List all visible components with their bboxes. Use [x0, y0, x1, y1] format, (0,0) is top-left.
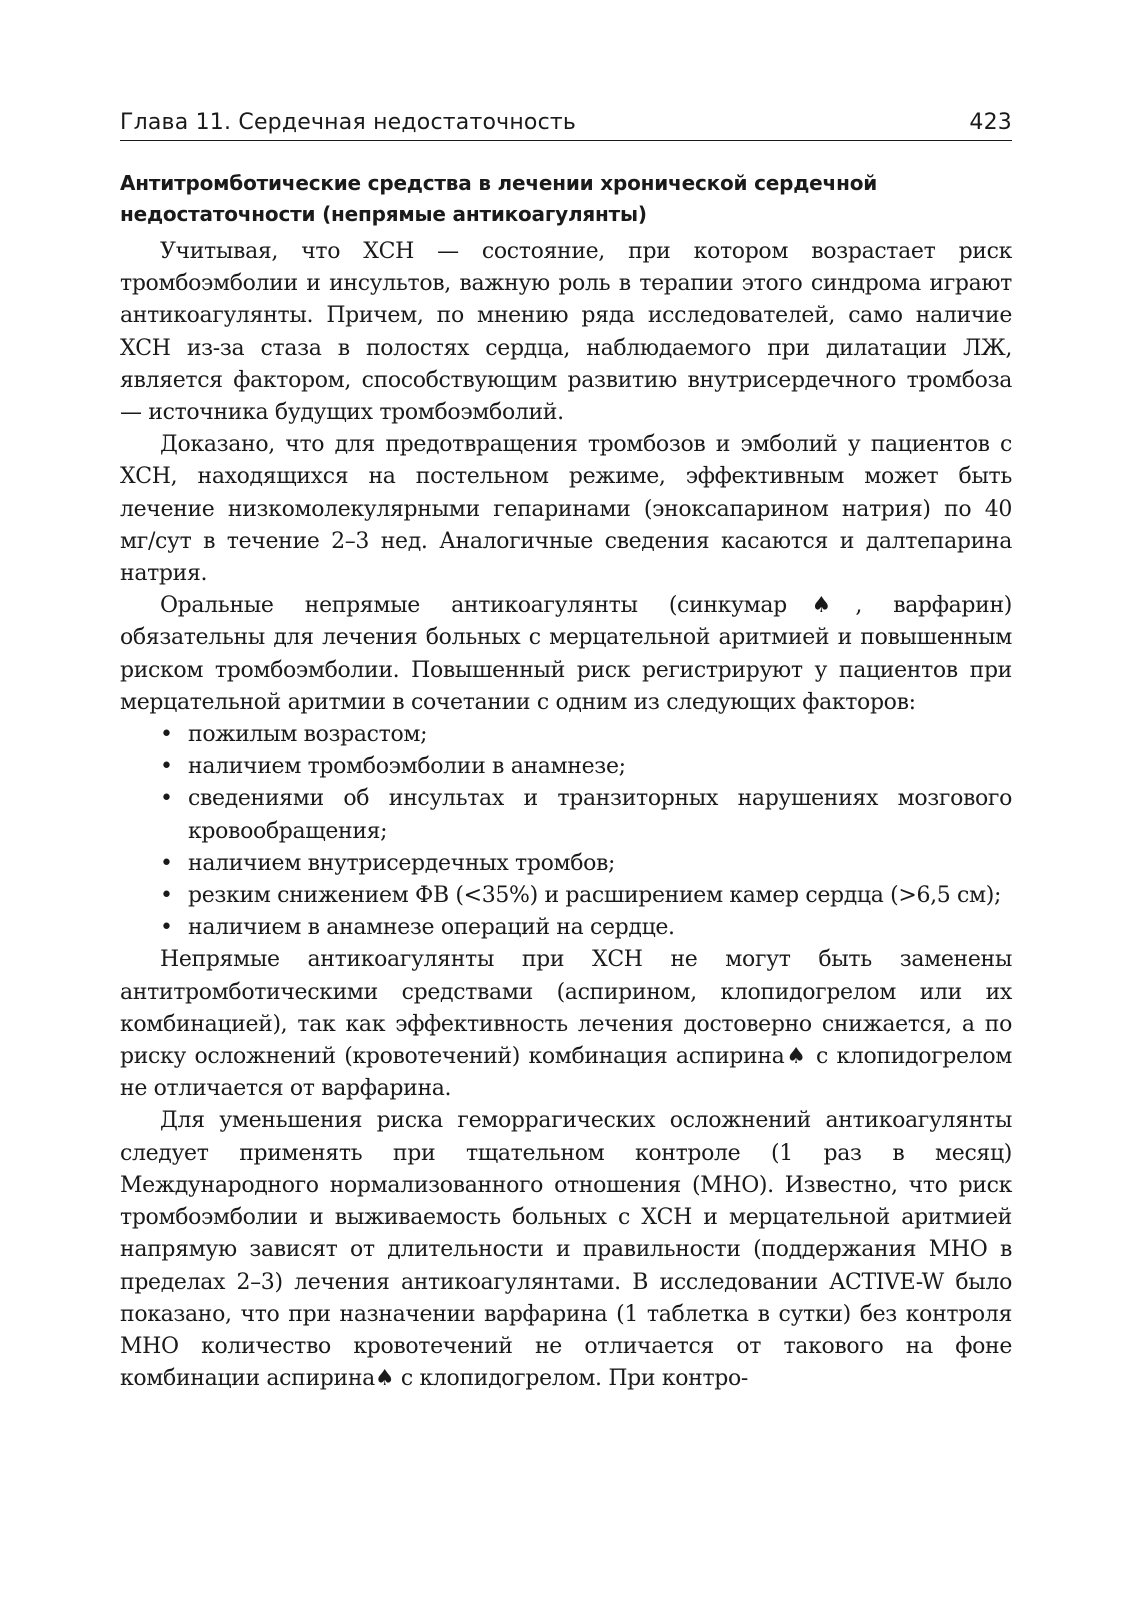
paragraph: Доказано, что для предотвращения тромбозов и эмболий у пациентов с ХСН, находящихся на постельном режиме, эффективным может быть лечение низкомолекулярными гепаринами (эноксапарином натрия) по 40 мг/сут в течение 2–3 нед. Аналогичные сведения касаются и далтепарина натрия. [120, 432, 1012, 587]
paragraph: Непрямые антикоагулянты при ХСН не могут быть заменены антитромботическими средствами (аспирином, клопидогрелом или их комбинацией), так как эффективность лечения достоверно снижается, а по риску осложнений (кровотечений) комбинация аспирина♠ с клопидогрелом не отличается от варфарина. [120, 947, 1012, 1102]
page-number: 423 [969, 110, 1012, 135]
paragraph: Оральные непрямые антикоагулянты (синкумар♠, варфарин) обязательны для лечения больных с мерцательной аритмией и повышенным риском тромбоэмболии. Повышенный риск регистрируют у пациентов при мерцательной аритмии в сочетании с одним из следующих факторов: [120, 593, 1012, 715]
list-item-text: наличием тромбоэмболии в анамнезе; [188, 754, 626, 780]
list-item [120, 880, 1012, 912]
list-item [120, 783, 1012, 847]
paragraph: Учитывая, что ХСН — состояние, при котором возрастает риск тромбоэмболии и инсультов, важную роль в терапии этого синдрома играют антикоагулянты. Причем, по мнению ряда исследователей, само наличие ХСН из-за стаза в полостях сердца, наблюдаемого при дилатации ЛЖ, является фактором, способствующим развитию внутрисердечного тромбоза — источника будущих тромбоэмболий. [120, 239, 1012, 426]
bullet-icon: • [160, 722, 173, 748]
list-item-text: наличием внутрисердечных тромбов; [188, 850, 616, 876]
list-item [120, 719, 1012, 751]
risk-factor-list [120, 719, 1012, 944]
book-page [120, 108, 1012, 1395]
bullet-icon: • [160, 883, 173, 909]
list-item [120, 848, 1012, 880]
body-text [120, 236, 1012, 1395]
section-heading: Антитромботические средства в лечении хронической сердечной недостаточности (непрямые антикоагулянты) [120, 171, 878, 226]
list-item-text: сведениями об инсультах и транзиторных нарушениях мозгового кровообращения; [188, 786, 1012, 844]
bullet-icon: • [160, 754, 173, 780]
bullet-icon: • [160, 850, 173, 876]
running-head [120, 108, 1012, 141]
list-item-text: пожилым возрастом; [188, 722, 428, 748]
list-item-text: резким снижением ФВ (<35%) и расширением камер сердца (>6,5 см); [188, 883, 1002, 909]
list-item [120, 912, 1012, 944]
list-item [120, 751, 1012, 783]
paragraph: Для уменьшения риска геморрагических осложнений антикоагулянты следует применять при тщательном контроле (1 раз в месяц) Международного нормализованного отношения (МНО). Известно, что риск тромбоэмболии и выживаемость больных с ХСН и мерцательной аритмией напрямую зависят от длительности и правильности (поддержания МНО в пределах 2–3) лечения антикоагулянтами. В исследовании ACTIVE-W было показано, что при назначении варфарина (1 таблетка в сутки) без контроля МНО количество кровотечений не отличается от такового на фоне комбинации аспирина♠ с клопидогрелом. При контро- [120, 1108, 1012, 1392]
chapter-title: Глава 11. Сердечная недостаточность [120, 110, 577, 135]
list-item-text: наличием в анамнезе операций на сердце. [188, 915, 675, 941]
bullet-icon: • [160, 786, 173, 812]
bullet-icon: • [160, 915, 173, 941]
